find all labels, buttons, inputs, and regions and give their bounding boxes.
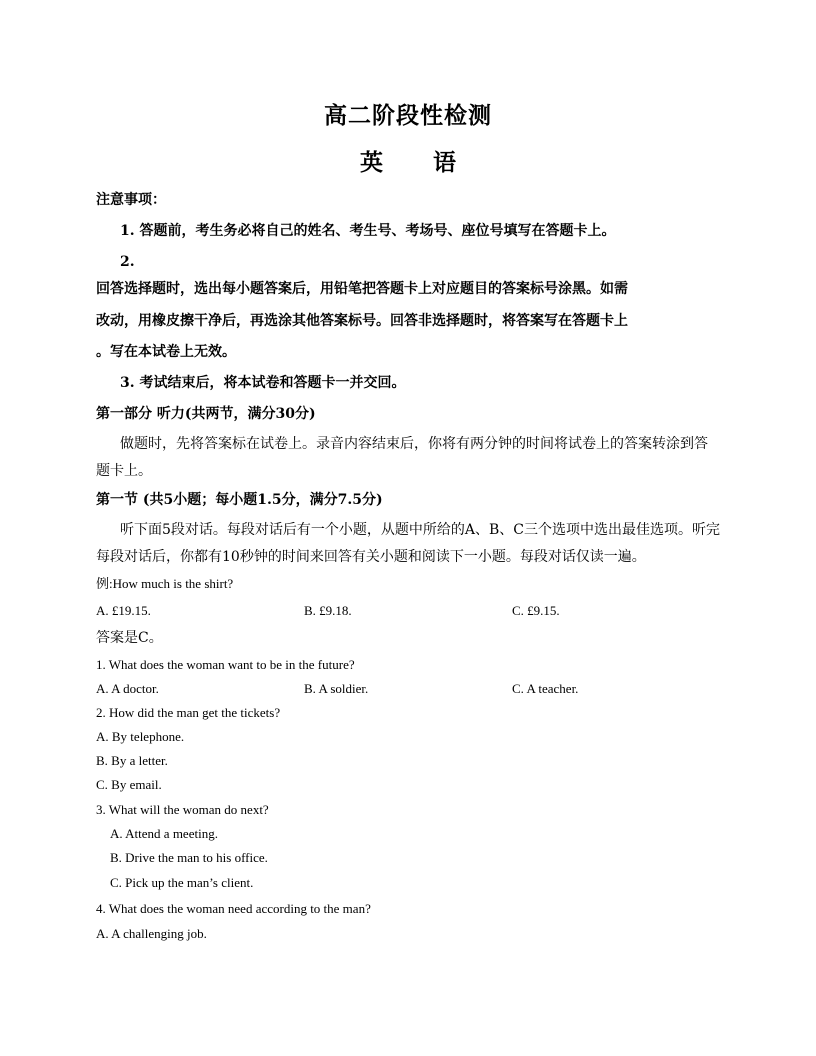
question-1-option-c: C. A teacher. [512,681,579,696]
example-option-c: C. £9.15. [512,603,560,618]
example-answer: 答案是C。 [96,630,163,646]
section1-instruction-line-1: 听下面5段对话。每段对话后有一个小题，从题中所给的A、B、C三个选项中选出最佳选项。听完 [120,522,721,538]
question-2: 2. How did the man get the tickets? [96,705,281,720]
exam-title: 高二阶段性检测 [324,102,492,129]
question-2-option-b: B. By a letter. [96,753,168,768]
part1-instruction-line-1: 做题时，先将答案标在试卷上。录音内容结束后，你将有两分钟的时间将试卷上的答案转涂到答 [120,436,708,452]
subject-title [0,144,816,177]
question-3-option-a: A. Attend a meeting. [110,826,218,841]
question-1-option-b: B. A soldier. [304,681,369,696]
question-2-option-c: C. By email. [96,777,162,792]
example-question-text: 例:How much is the shirt? [96,576,234,591]
part1-heading: 第一部分 听力(共两节，满分30分) [96,406,316,422]
subject-char-2: 语 [433,149,456,176]
question-3-option-b: B. Drive the man to his office. [110,850,268,865]
question-1: 1. What does the woman want to be in the future? [96,657,355,672]
question-4: 4. What does the woman need according to the man? [96,901,371,916]
example-option-b: B. £9.18. [304,603,352,618]
notes-item-2-line-3: 。写在本试卷上无效。 [96,344,236,360]
notes-heading: 注意事项： [96,192,166,208]
notes-item-2-line-1: 回答选择题时，选出每小题答案后，用铅笔把答题卡上对应题目的答案标号涂黑。如需 [96,281,628,297]
notes-item-3: 3. 考试结束后，将本试卷和答题卡一并交回。 [120,375,406,391]
question-3: 3. What will the woman do next? [96,802,269,817]
question-2-option-a: A. By telephone. [96,729,185,744]
question-4-option-a: A. A challenging job. [96,926,207,941]
part1-instruction-line-2: 题卡上。 [96,463,152,479]
question-1-option-a: A. A doctor. [96,681,159,696]
example-option-a: A. £19.15. [96,603,151,618]
notes-item-1: 1. 答题前，考生务必将自己的姓名、考生号、考场号、座位号填写在答题卡上。 [120,223,616,239]
section1-heading: 第一节 (共5小题；每小题1.5分，满分7.5分) [96,492,383,508]
example-question [96,574,721,594]
question-3-option-c: C. Pick up the man’s client. [110,875,254,890]
section1-instruction-line-2: 每段对话后，你都有10秒钟的时间来回答有关小题和阅读下一小题。每段对话仅读一遍。 [96,549,646,565]
notes-item-2-line-2: 改动，用橡皮擦干净后，再选涂其他答案标号。回答非选择题时，将答案写在答题卡上 [96,313,628,329]
subject-char-1: 英 [360,149,383,176]
notes-item-2-number: 2. [120,254,135,270]
